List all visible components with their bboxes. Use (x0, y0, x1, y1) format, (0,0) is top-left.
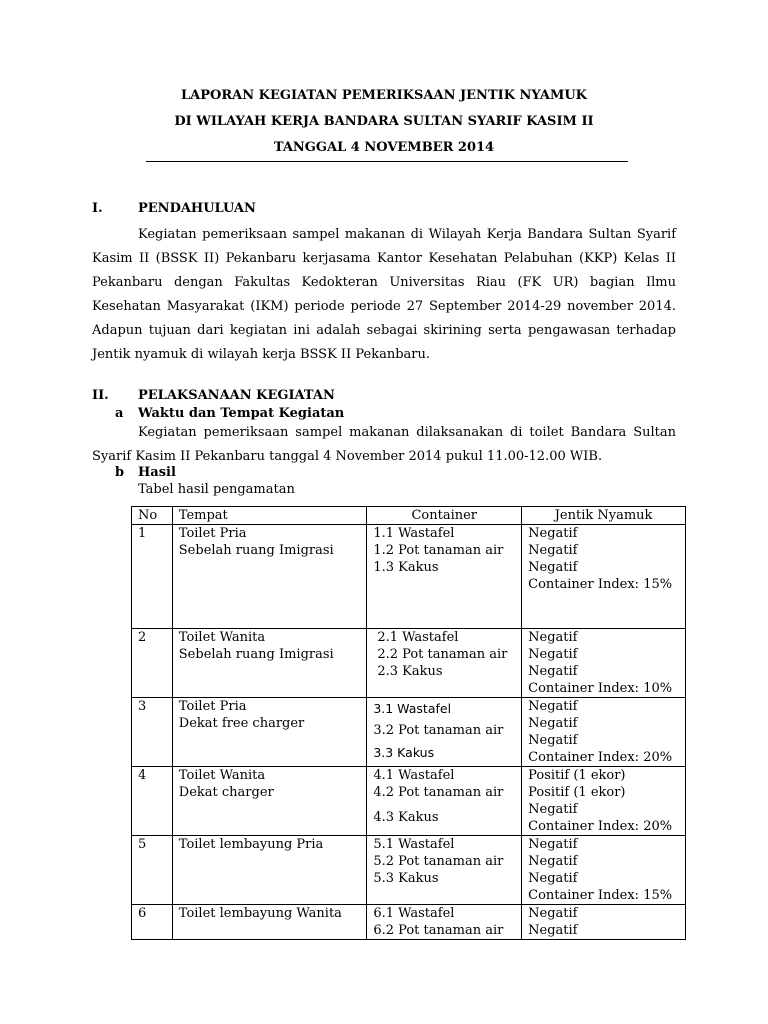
row-larvae-results: Negatif Negatif (522, 905, 686, 940)
report-title-line-2: DI WILAYAH KERJA BANDARA SULTAN SYARIF KASIM II (174, 114, 594, 129)
section-2-heading: PELAKSANAAN KEGIATAN (138, 388, 335, 403)
row-containers: 4.1 Wastafel 4.2 Pot tanaman air 4.3 Kakus (367, 767, 522, 836)
table-row (132, 905, 686, 940)
subsection-a-letter: a (115, 406, 124, 421)
row-number: 4 (132, 767, 173, 836)
table-row (132, 767, 686, 836)
row-location: Toilet Wanita Sebelah ruang Imigrasi (172, 629, 367, 698)
section-1-number: I. (92, 201, 103, 216)
row-number: 1 (132, 525, 173, 629)
results-table (131, 506, 686, 940)
report-date: TANGGAL 4 NOVEMBER 2014 (273, 140, 495, 155)
table-row (132, 629, 686, 698)
row-containers: 6.1 Wastafel 6.2 Pot tanaman air (367, 905, 522, 940)
report-title-line-1: LAPORAN KEGIATAN PEMERIKSAAN JENTIK NYAMUK (181, 88, 587, 103)
subsection-a-heading: Waktu dan Tempat Kegiatan (138, 406, 345, 421)
header-no: No (132, 507, 173, 525)
row-containers: 1.1 Wastafel 1.2 Pot tanaman air 1.3 Kakus (367, 525, 522, 629)
section-2-number: II. (92, 388, 109, 403)
row-number: 3 (132, 698, 173, 767)
header-container: Container (367, 507, 522, 525)
section-1-heading: PENDAHULUAN (138, 201, 256, 216)
row-containers: 3.1 Wastafel 3.2 Pot tanaman air 3.3 Kakus (367, 698, 522, 767)
row-containers: 5.1 Wastafel 5.2 Pot tanaman air 5.3 Kakus (367, 836, 522, 905)
row-location: Toilet lembayung Pria (172, 836, 367, 905)
row-containers: 2.1 Wastafel 2.2 Pot tanaman air 2.3 Kakus (367, 629, 522, 698)
row-larvae-results: Negatif Negatif Negatif Container Index: 15% (522, 836, 686, 905)
row-number: 6 (132, 905, 173, 940)
row-number: 2 (132, 629, 173, 698)
subsection-b-letter: b (115, 465, 125, 480)
row-larvae-results: Negatif Negatif Negatif Container Index: 20% (522, 698, 686, 767)
subsection-b-heading: Hasil (138, 465, 176, 480)
title-underline (146, 161, 628, 162)
section-1-paragraph: Kegiatan pemeriksaan sampel makanan di Wilayah Kerja Bandara Sultan Syarif Kasim II (BSSK II) Pekanbaru kerjasama Kantor Kesehatan Pelabuhan (KKP) Kelas II Pekanbaru dengan Fakultas Kedokteran Universitas Riau (FK UR) bagian Ilmu Kesehatan Masyarakat (IKM) periode periode 27 September 2014-29 november 2014. Adapun tujuan dari kegiatan ini adalah sebagai skirining serta pengawasan terhadap Jentik nyamuk di wilayah kerja BSSK II Pekanbaru. (92, 227, 676, 362)
subsection-a-paragraph: Kegiatan pemeriksaan sampel makanan dilaksanakan di toilet Bandara Sultan Syarif Kasim II Pekanbaru tanggal 4 November 2014 pukul 11.00-12.00 WIB. (92, 425, 676, 464)
row-larvae-results: Negatif Negatif Negatif Container Index: 10% (522, 629, 686, 698)
table-header-row (132, 507, 686, 525)
row-number: 5 (132, 836, 173, 905)
table-row (132, 525, 686, 629)
row-larvae-results: Positif (1 ekor) Positif (1 ekor) Negatif Container Index: 20% (522, 767, 686, 836)
table-row (132, 698, 686, 767)
row-location: Toilet Pria Dekat free charger (172, 698, 367, 767)
header-jentik-nyamuk: Jentik Nyamuk (522, 507, 686, 525)
table-row (132, 836, 686, 905)
row-location: Toilet Pria Sebelah ruang Imigrasi (172, 525, 367, 629)
row-location: Toilet lembayung Wanita (172, 905, 367, 940)
header-tempat: Tempat (172, 507, 367, 525)
row-location: Toilet Wanita Dekat charger (172, 767, 367, 836)
table-caption: Tabel hasil pengamatan (138, 482, 295, 497)
row-larvae-results: Negatif Negatif Negatif Container Index: 15% (522, 525, 686, 629)
